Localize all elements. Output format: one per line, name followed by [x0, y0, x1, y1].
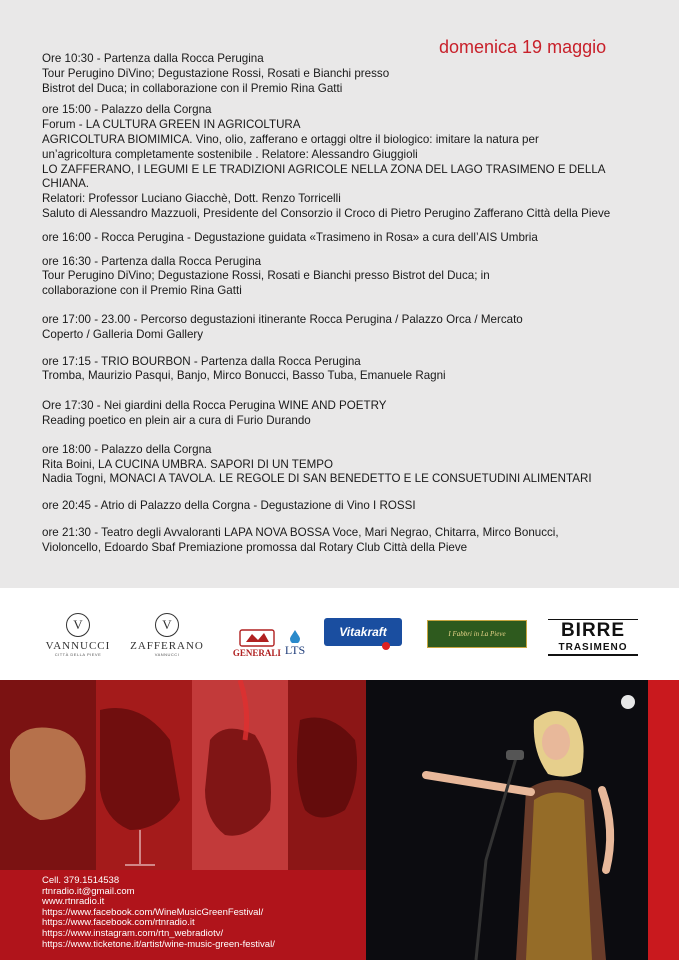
vitakraft-logo — [324, 618, 402, 646]
program-item — [42, 255, 652, 299]
program-line: ore 17:00 - 23.00 - Percorso degustazioni itinerante Rocca Perugina / Palazzo Orca / Mercato — [42, 312, 523, 326]
vannucci-name: VANNUCCI — [45, 640, 111, 652]
program-line: Nadia Togni, MONACI A TAVOLA. LE REGOLE DI SAN BENEDETTO E LE CONSUETUDINI ALIMENTARI — [42, 472, 592, 486]
sponsor-logos — [0, 588, 679, 680]
red-strip — [648, 680, 679, 960]
drop-icon — [288, 629, 302, 643]
program-line: Relatori: Professor Luciano Giacchè, Dott. Renzo Torricelli — [42, 192, 341, 206]
vitakraft-name: Vitakraft — [339, 625, 387, 639]
program-line: AGRICOLTURA BIOMIMICA. Vino, olio, zafferano e ortaggi oltre il biologico: imitare la natura per — [42, 132, 539, 146]
program-line: Tour Perugino DiVino; Degustazione Rossi, Rosati e Bianchi presso Bistrot del Duca; in — [42, 269, 490, 283]
birre-trasimeno-logo — [547, 613, 639, 661]
program-line: Forum - LA CULTURA GREEN IN AGRICOLTURA — [42, 118, 301, 132]
program-line: CHIANA. — [42, 177, 90, 191]
generali-logo — [233, 626, 281, 658]
date-heading: domenica 19 maggio — [439, 37, 607, 57]
program-item — [42, 499, 652, 514]
program-line: un’agricoltura completamente sostenibile . Relatore: Alessandro Giuggioli — [42, 147, 418, 161]
program-item — [42, 443, 652, 487]
lts-name: LTS — [284, 643, 306, 657]
program-line: LO ZAFFERANO, I LEGUMI E LE TRADIZIONI AGRICOLE NELLA ZONA DEL LAGO TRASIMENO E DELLA — [42, 162, 606, 176]
birre-sub: TRASIMENO — [558, 642, 628, 653]
divider — [548, 654, 638, 656]
zafferano-sub: VANNUCCI — [154, 652, 180, 657]
program-item — [42, 399, 652, 429]
email-link[interactable]: rtnradio.it@gmail.com — [42, 885, 135, 897]
program-line: Rita Boini, LA CUCINA UMBRA. SAPORI DI UN TEMPO — [42, 457, 333, 471]
program-line: ore 21:30 - Teatro degli Avvaloranti LAPA NOVA BOSSA Voce, Mari Negrao, Chitarra, Mirco Bonucci, — [42, 525, 559, 539]
program-line: Saluto di Alessandro Mazzuoli, Presidente del Consorzio il Croco di Pietro Perugino Zafferano Città della Pieve — [42, 206, 611, 220]
program-line: Violoncello, Edoardo Sbaf Premiazione promossa dal Rotary Club Città della Pieve — [42, 540, 468, 554]
program-item — [42, 231, 652, 246]
program-item — [42, 355, 652, 385]
website-link[interactable]: www.rtnradio.it — [42, 896, 105, 908]
crest-icon: V — [155, 613, 179, 637]
program-line: ore 18:00 - Palazzo della Corgna — [42, 442, 212, 456]
program-line: ore 20:45 - Atrio di Palazzo della Corgna - Degustazione di Vino I ROSSI — [42, 499, 416, 513]
program-line: ore 16:00 - Rocca Perugina - Degustazione guidata «Trasimeno in Rosa» a cura dell’AIS Umbria — [42, 230, 538, 244]
facebook-festival-link[interactable]: https://www.facebook.com/WineMusicGreenFestival/ — [42, 906, 264, 918]
facebook-radio-link[interactable]: https://www.facebook.com/rtnradio.it — [42, 917, 195, 929]
vannucci-logo — [38, 608, 118, 662]
fabbri-name: I Fabbri in La Pieve — [448, 630, 506, 638]
wine-collage-image — [0, 680, 366, 870]
generali-lts-logo — [228, 610, 310, 658]
program-line: Ore 17:30 - Nei giardini della Rocca Perugina WINE AND POETRY — [42, 399, 387, 413]
program-line: Tour Perugino DiVino; Degustazione Rossi, Rosati e Bianchi presso — [42, 66, 390, 80]
zafferano-name: ZAFFERANO — [130, 640, 204, 652]
contact-block — [42, 876, 275, 950]
lion-icon — [238, 626, 276, 648]
generali-name: GENERALI — [232, 648, 281, 658]
program-item — [42, 52, 652, 96]
program-line: Bistrot del Duca; in collaborazione con il Premio Rina Gatti — [42, 81, 343, 95]
program-item — [42, 313, 652, 343]
program-line: Ore 10:30 - Partenza dalla Rocca Perugina — [42, 52, 264, 65]
zafferano-logo — [127, 608, 207, 662]
singer-photo — [366, 680, 648, 960]
fabbri-logo — [427, 620, 527, 648]
instagram-link[interactable]: https://www.instagram.com/rtn_webradiotv/ — [42, 927, 224, 939]
singer-illustration — [366, 680, 648, 960]
vannucci-sub: CITTÀ DELLA PIEVE — [54, 652, 102, 657]
program-line: Tromba, Maurizio Pasqui, Banjo, Mirco Bonucci, Basso Tuba, Emanuele Ragni — [42, 369, 446, 383]
program-line: ore 16:30 - Partenza dalla Rocca Perugina — [42, 254, 262, 268]
lts-logo — [285, 629, 305, 658]
program-line: Reading poetico en plein air a cura di Furio Durando — [42, 413, 311, 427]
crest-icon: V — [66, 613, 90, 637]
program-line: ore 15:00 - Palazzo della Corgna — [42, 103, 212, 117]
program-list — [42, 52, 652, 556]
heart-icon — [382, 642, 390, 650]
birre-name: BIRRE — [560, 620, 626, 641]
program-line: ore 17:15 - TRIO BOURBON - Partenza dalla Rocca Perugina — [42, 354, 361, 368]
program-line: collaborazione con il Premio Rina Gatti — [42, 284, 242, 298]
program-item — [42, 103, 652, 221]
wine-glasses-illustration — [0, 680, 366, 870]
footer-section — [0, 680, 679, 960]
program-item — [42, 526, 652, 556]
program-line: Coperto / Galleria Domi Gallery — [42, 327, 204, 341]
phone-text: Cell. 379.1514538 — [42, 875, 120, 886]
ticketone-link[interactable]: https://www.ticketone.it/artist/wine-music-green-festival/ — [42, 938, 275, 950]
